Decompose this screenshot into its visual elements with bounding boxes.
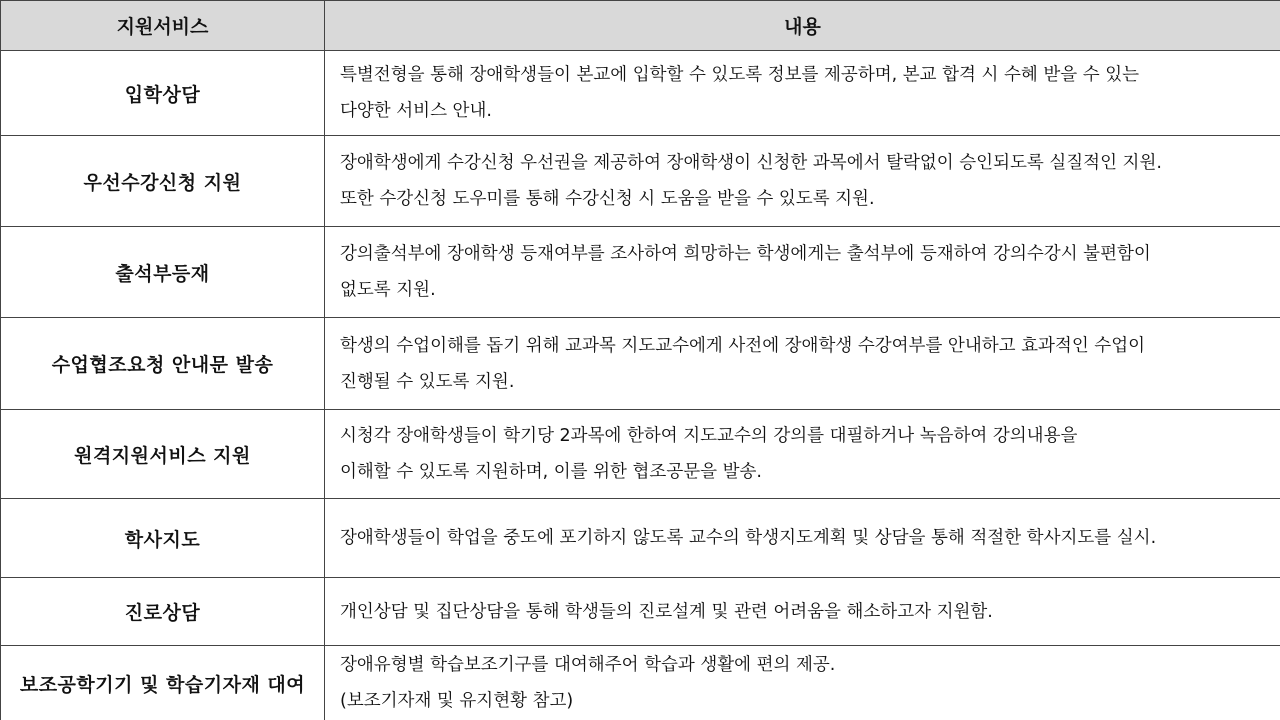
description-line: 특별전형을 통해 장애학생들이 본교에 입학할 수 있도록 정보를 제공하며, 본교 합격 시 수혜 받을 수 있는 (340, 65, 1140, 85)
service-name: 보조공학기기 및 학습기자재 대여 (1, 646, 325, 720)
description-line: 시청각 장애학생들이 학기당 2과목에 한하여 지도교수의 강의를 대필하거나 녹음하여 강의내용을 (340, 426, 1078, 446)
table-row (1, 318, 1280, 410)
service-description (325, 318, 1280, 410)
table-row (1, 499, 1280, 578)
description-line: 장애학생들이 학업을 중도에 포기하지 않도록 교수의 학생지도계획 및 상담을 통해 적절한 학사지도를 실시. (340, 528, 1157, 548)
description-line: 장애유형별 학습보조기구를 대여해주어 학습과 생활에 편의 제공. (340, 655, 836, 675)
service-name: 수업협조요청 안내문 발송 (1, 318, 325, 410)
table-row (1, 51, 1280, 136)
header-service: 지원서비스 (1, 1, 325, 51)
service-name: 원격지원서비스 지원 (1, 410, 325, 499)
service-description (325, 227, 1280, 318)
service-description (325, 410, 1280, 499)
service-name: 학사지도 (1, 499, 325, 578)
table-row (1, 578, 1280, 646)
header-row (1, 1, 1280, 51)
service-description (325, 51, 1280, 136)
service-description (325, 646, 1280, 720)
service-name: 출석부등재 (1, 227, 325, 318)
description-line: 진행될 수 있도록 지원. (340, 371, 515, 392)
service-description (325, 136, 1280, 227)
service-name: 우선수강신청 지원 (1, 136, 325, 227)
description-line: 강의출석부에 장애학생 등재여부를 조사하여 희망하는 학생에게는 출석부에 등재하여 강의수강시 불편함이 (340, 244, 1151, 264)
description-line: 장애학생에게 수강신청 우선권을 제공하여 장애학생이 신청한 과목에서 탈락없이 승인되도록 실질적인 지원. (340, 153, 1162, 173)
description-line: (보조기자재 및 유지현황 참고) (340, 691, 574, 711)
service-name: 진로상담 (1, 578, 325, 646)
description-line: 개인상담 및 집단상담을 통해 학생들의 진로설계 및 관련 어려움을 해소하고자 지원함. (340, 601, 993, 622)
description-line: 없도록 지원. (340, 280, 436, 300)
description-line: 또한 수강신청 도우미를 통해 수강신청 시 도움을 받을 수 있도록 지원. (340, 189, 875, 209)
header-content: 내용 (325, 1, 1280, 51)
description-line: 다양한 서비스 안내. (340, 101, 492, 121)
table-row (1, 227, 1280, 318)
table-row (1, 410, 1280, 499)
table-row (1, 646, 1280, 720)
service-description (325, 578, 1280, 646)
table-row (1, 136, 1280, 227)
service-description (325, 499, 1280, 578)
description-line: 이해할 수 있도록 지원하며, 이를 위한 협조공문을 발송. (340, 462, 762, 482)
description-line: 학생의 수업이해를 돕기 위해 교과목 지도교수에게 사전에 장애학생 수강여부를 안내하고 효과적인 수업이 (340, 335, 1146, 356)
service-name: 입학상담 (1, 51, 325, 136)
